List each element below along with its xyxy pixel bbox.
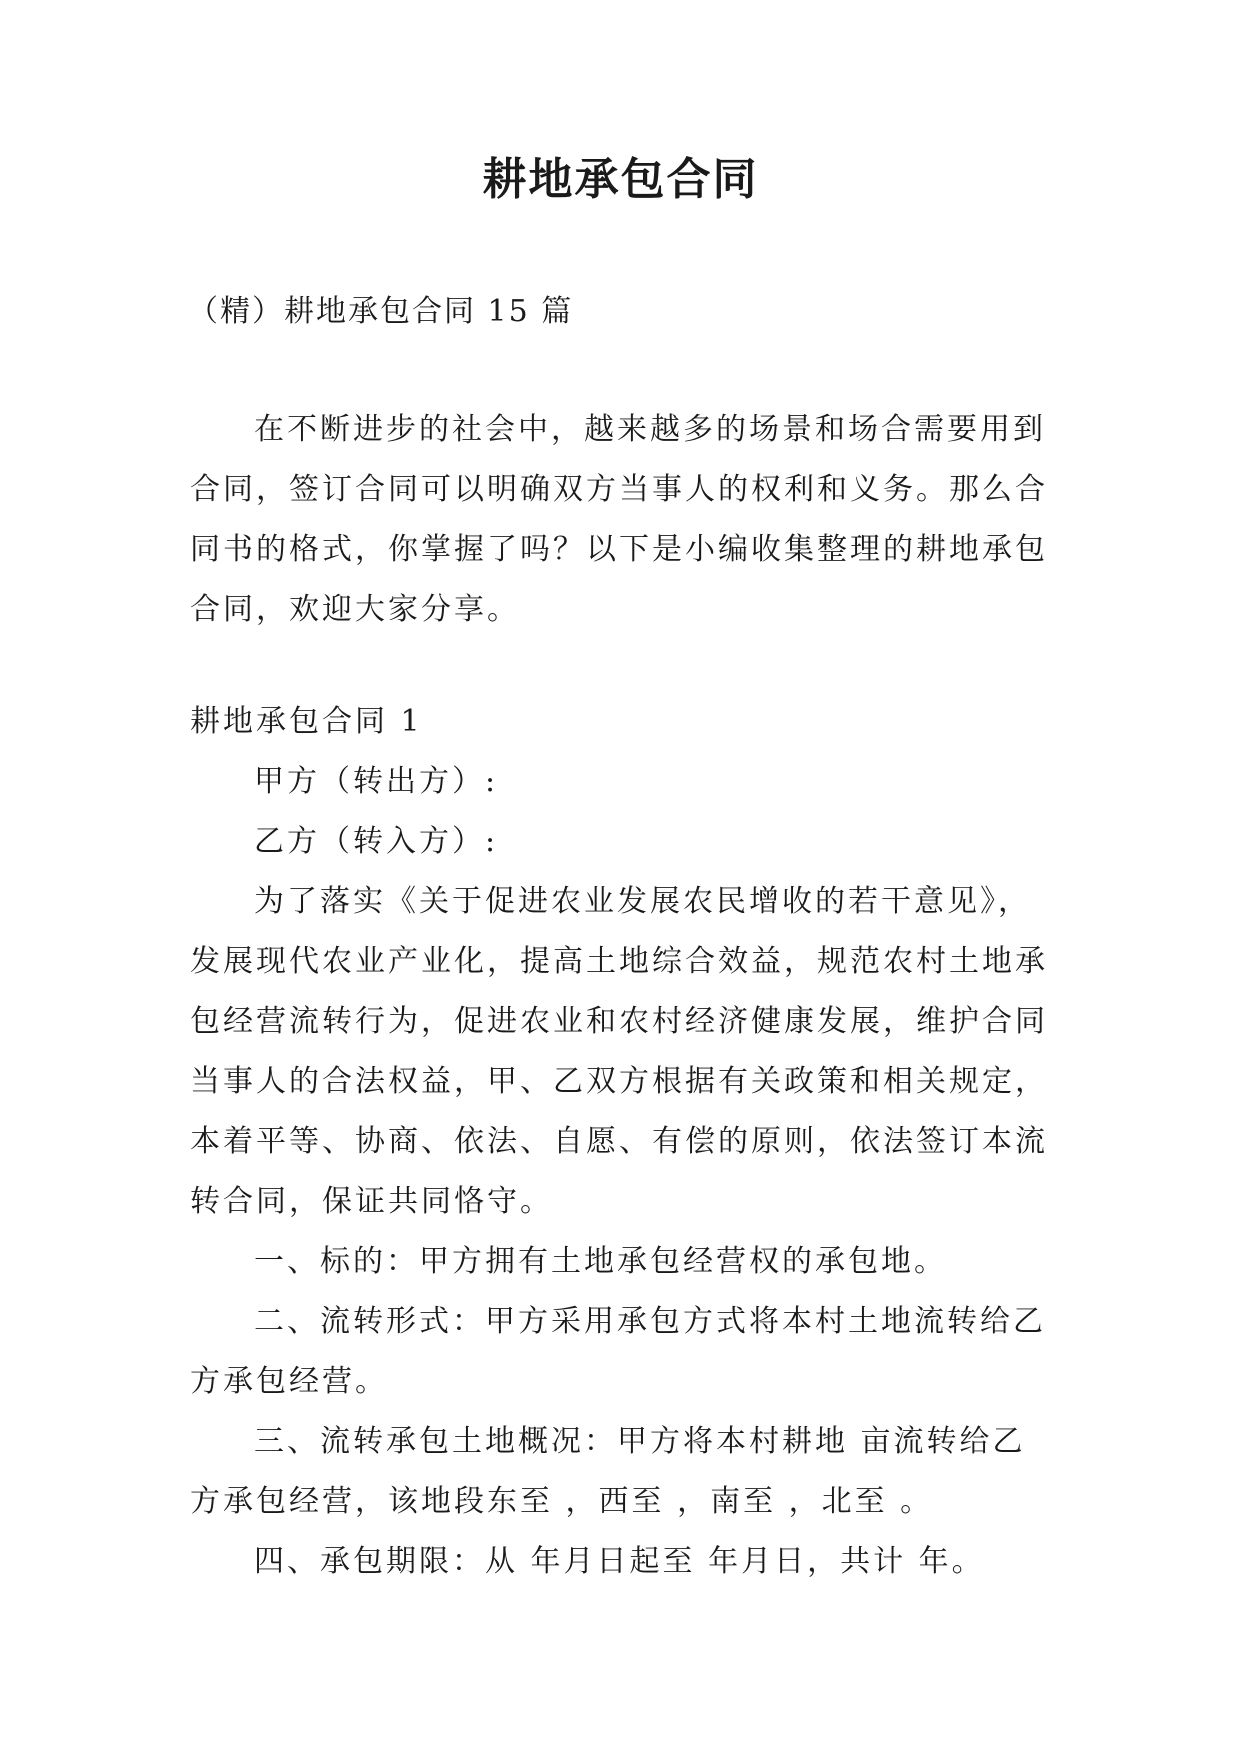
document-subtitle: （精）耕地承包合同 15 篇 bbox=[188, 294, 574, 329]
section-heading: 耕地承包合同 1 bbox=[190, 704, 423, 739]
clause-1: 一、标的：甲方拥有土地承包经营权的承包地。 bbox=[254, 1244, 947, 1279]
clause-2: 二、流转形式：甲方采用承包方式将本村土地流转给乙方承包经营。 bbox=[190, 1304, 1046, 1399]
contract-section-1 bbox=[190, 692, 1050, 1592]
party-b-line: 乙方（转入方）: bbox=[254, 824, 499, 859]
document-title: 耕地承包合同 bbox=[482, 154, 759, 205]
intro-paragraph-block bbox=[190, 400, 1050, 640]
intro-paragraph: 在不断进步的社会中，越来越多的场景和场合需要用到合同，签订合同可以明确双方当事人的权利和义务。那么合同书的格式，你掌握了吗？以下是小编收集整理的耕地承包合同，欢迎大家分享。 bbox=[190, 412, 1048, 627]
party-a-line: 甲方（转出方）: bbox=[254, 764, 499, 799]
clause-3: 三、流转承包土地概况：甲方将本村耕地 亩流转给乙方承包经营，该地段东至 ，西至 ，南至 ，北至 。 bbox=[190, 1424, 1026, 1519]
purpose-paragraph: 为了落实《关于促进农业发展农民增收的若干意见》，发展现代农业产业化，提高土地综合效益，规范农村土地承包经营流转行为，促进农业和农村经济健康发展，维护合同当事人的合法权益，甲、乙双方根据有关政策和相关规定，本着平等、协商、依法、自愿、有偿的原则，依法签订本流转合同，保证共同恪守。 bbox=[190, 884, 1048, 1219]
clause-4: 四、承包期限：从 年月日起至 年月日，共计 年。 bbox=[254, 1544, 985, 1579]
